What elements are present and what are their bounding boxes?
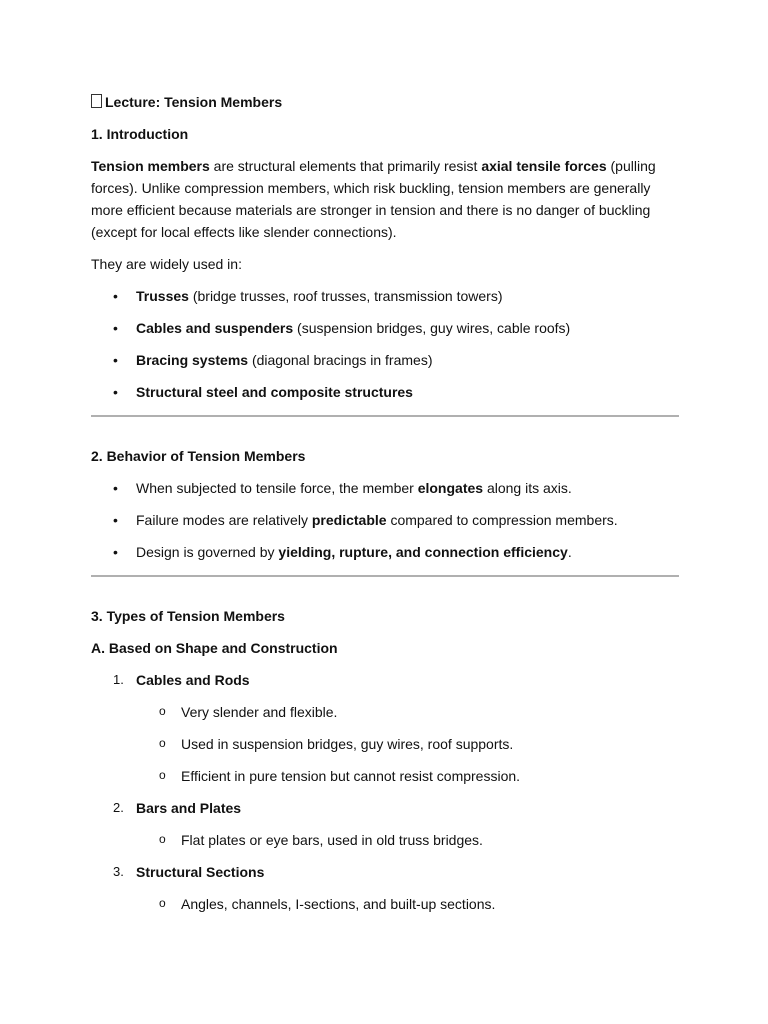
list-item: • Failure modes are relatively predictable compared to compression members.: [91, 509, 679, 531]
list-item: [91, 861, 679, 915]
list-item: • When subjected to tensile force, the member elongates along its axis.: [91, 477, 679, 499]
uses-intro: They are widely used in:: [91, 256, 242, 272]
type-title: Cables and Rods: [136, 672, 250, 688]
list-item: [91, 797, 679, 851]
list-item: [91, 669, 679, 787]
list-item: o Angles, channels, I-sections, and built-up sections.: [136, 893, 679, 915]
sub-list: [136, 701, 679, 787]
list-item: o Flat plates or eye bars, used in old truss bridges.: [136, 829, 679, 851]
list-item: • Structural steel and composite structures: [91, 381, 679, 403]
uses-list: [91, 285, 679, 403]
types-list: [91, 669, 679, 915]
section-3-heading: 3. Types of Tension Members: [91, 608, 285, 624]
intro-paragraph: Tension members are structural elements that primarily resist axial tensile forces (pulling forces). Unlike compression members, which risk buckling, tension members are generally more efficient because materials are stronger in tension and there is no danger of buckling (except for local effects like slender connections).: [91, 158, 656, 240]
list-item: • Design is governed by yielding, rupture, and connection efficiency.: [91, 541, 679, 563]
list-number: 2.: [113, 800, 124, 815]
divider: [91, 415, 679, 417]
lecture-title: Lecture: Tension Members: [91, 91, 679, 113]
divider: [91, 575, 679, 577]
list-number: 1.: [113, 672, 124, 687]
list-item: o Used in suspension bridges, guy wires, roof supports.: [136, 733, 679, 755]
list-item: • Bracing systems (diagonal bracings in frames): [91, 349, 679, 371]
type-title: Bars and Plates: [136, 800, 242, 816]
type-title: Structural Sections: [136, 864, 265, 880]
list-item: • Trusses (bridge trusses, roof trusses, transmission towers): [91, 285, 679, 307]
section-2-heading: 2. Behavior of Tension Members: [91, 448, 306, 464]
sub-list: [136, 893, 679, 915]
list-item: o Efficient in pure tension but cannot resist compression.: [136, 765, 679, 787]
section-1-heading: 1. Introduction: [91, 126, 189, 142]
list-item: o Very slender and flexible.: [136, 701, 679, 723]
sub-list: [136, 829, 679, 851]
list-item: • Cables and suspenders (suspension bridges, guy wires, cable roofs): [91, 317, 679, 339]
section-3-subheading: A. Based on Shape and Construction: [91, 640, 338, 656]
missing-glyph-icon: [91, 94, 102, 108]
document-content: [91, 91, 679, 925]
list-number: 3.: [113, 864, 124, 879]
behavior-list: [91, 477, 679, 563]
